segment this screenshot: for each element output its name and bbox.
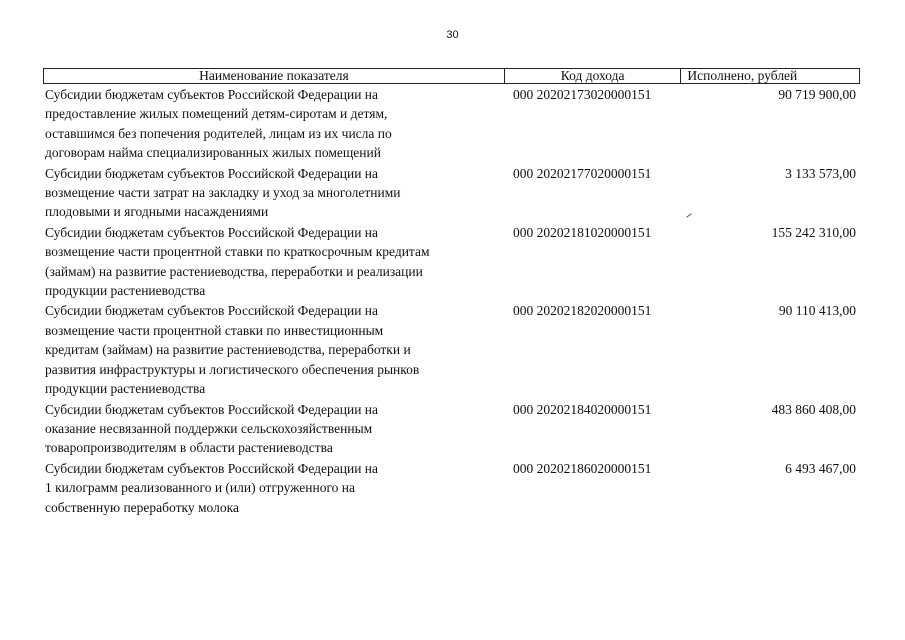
indicator-name: Субсидии бюджетам субъектов Российской Федерации на 1 килограмм реализованного и (или) отгруженного на собственную переработку молока — [45, 460, 379, 515]
revenue-code: 000 20202181020000151 — [513, 224, 652, 240]
header-revenue-code: Код дохода — [505, 69, 682, 83]
executed-amount: 90 110 413,00 — [778, 303, 856, 319]
header-indicator-name: Наименование показателя — [44, 69, 505, 83]
executed-amount: 90 719 900,00 — [778, 87, 856, 102]
page-number: 30 — [446, 29, 459, 41]
revenue-code: 000 20202177020000151 — [513, 165, 652, 181]
table-header-row — [43, 68, 860, 84]
revenue-code: 000 20202182020000151 — [513, 303, 652, 319]
revenue-table — [43, 68, 860, 517]
table-row — [43, 459, 860, 517]
revenue-code: 000 20202184020000151 — [513, 401, 652, 417]
executed-amount: 155 242 310,00 — [771, 224, 856, 240]
indicator-name: Субсидии бюджетам субъектов Российской Федерации на возмещение части процентной ставки по инвестиционным кредитам (займам) на развитие растениеводства, переработки и развития инфраструктуры и логистического обеспечения рынков продукции растениеводства — [45, 303, 420, 397]
indicator-name: Субсидии бюджетам субъектов Российской Федерации на возмещение части процентной ставки по краткосрочным кредитам (займам) на развитие растениеводства, переработки и реализации продукции растениеводства — [45, 224, 430, 299]
executed-amount: 3 133 573,00 — [785, 165, 856, 181]
indicator-name: Субсидии бюджетам субъектов Российской Федерации на предоставление жилых помещений детям-сиротам и детям, оставшимся без попечения родителей, лицам из их числа по договорам найма специализированных жилых помещений — [45, 87, 392, 161]
executed-amount: 6 493 467,00 — [785, 460, 856, 476]
table-row — [43, 223, 860, 301]
revenue-code: 000 20202173020000151 — [513, 87, 652, 102]
header-executed-amount: Исполнено, рублей — [687, 69, 798, 83]
table-row — [43, 164, 860, 222]
revenue-code: 000 20202186020000151 — [513, 460, 652, 476]
indicator-name: Субсидии бюджетам субъектов Российской Федерации на возмещение части затрат на закладку и уход за многолетними плодовыми и ягодными насаждениями — [45, 165, 401, 220]
table-row — [43, 301, 860, 398]
table-row — [43, 400, 860, 458]
executed-amount: 483 860 408,00 — [771, 401, 856, 417]
indicator-name: Субсидии бюджетам субъектов Российской Федерации на оказание несвязанной поддержки сельскохозяйственным товаропроизводителям в области растениеводства — [45, 401, 379, 456]
table-row — [43, 85, 860, 163]
